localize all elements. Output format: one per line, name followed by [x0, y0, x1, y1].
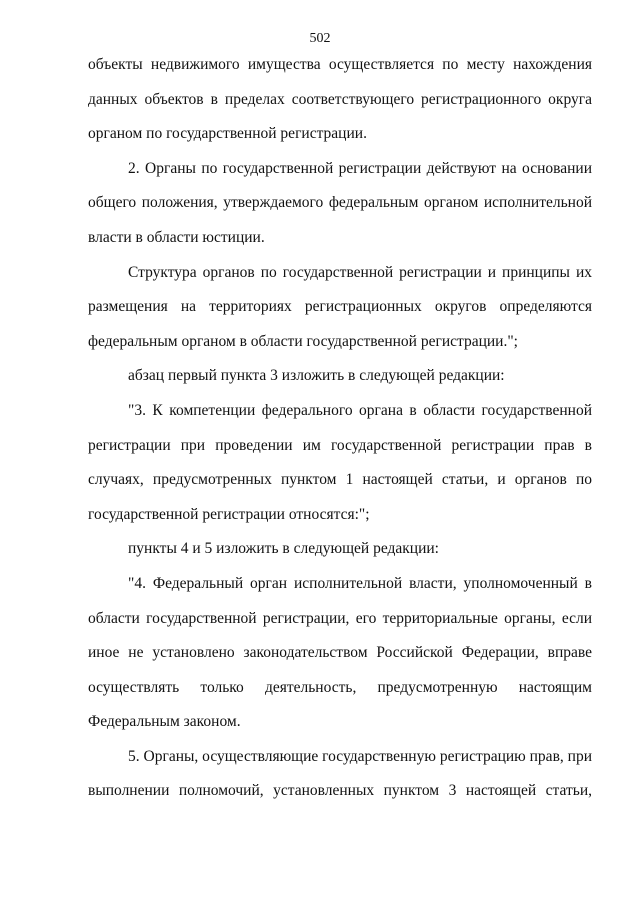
page-number: 502	[309, 31, 331, 46]
text-line: органом по государственной регистрации.	[88, 125, 367, 143]
text-line: федеральным органом в области государственной регистрации.";	[88, 332, 518, 350]
text-line: 2. Органы по государственной регистрации действуют на основании	[128, 159, 592, 177]
text-line: "3. К компетенции федерального органа в области государственной	[128, 401, 592, 419]
text-line: выполнении полномочий, установленных пунктом 3 настоящей статьи,	[88, 782, 592, 800]
text-line: абзац первый пункта 3 изложить в следующей редакции:	[128, 367, 505, 385]
text-line: Федеральным законом.	[88, 713, 241, 731]
text-line: иное не установлено законодательством Российской Федерации, вправе	[88, 644, 592, 662]
text-line: власти в области юстиции.	[88, 228, 265, 246]
text-line: государственной регистрации относятся:";	[88, 505, 370, 523]
text-line: регистрации при проведении им государственной регистрации прав в	[88, 436, 592, 454]
text-line: осуществлять только деятельность, предусмотренную настоящим	[88, 678, 592, 696]
text-line: случаях, предусмотренных пунктом 1 настоящей статьи, и органов по	[88, 471, 592, 489]
text-line: данных объектов в пределах соответствующего регистрационного округа	[88, 90, 592, 108]
text-line: 5. Органы, осуществляющие государственную регистрацию прав, при	[128, 747, 592, 765]
document-body	[88, 48, 592, 809]
text-line: общего положения, утверждаемого федеральным органом исполнительной	[88, 194, 592, 212]
text-line: "4. Федеральный орган исполнительной власти, уполномоченный в	[128, 574, 592, 592]
text-line: размещения на территориях регистрационных округов определяются	[88, 298, 592, 316]
text-line: объекты недвижимого имущества осуществляется по месту нахождения	[88, 56, 592, 73]
text-line: пункты 4 и 5 изложить в следующей редакции:	[128, 540, 439, 558]
text-line: области государственной регистрации, его территориальные органы, если	[88, 609, 592, 627]
text-line: Структура органов по государственной регистрации и принципы их	[128, 263, 592, 281]
